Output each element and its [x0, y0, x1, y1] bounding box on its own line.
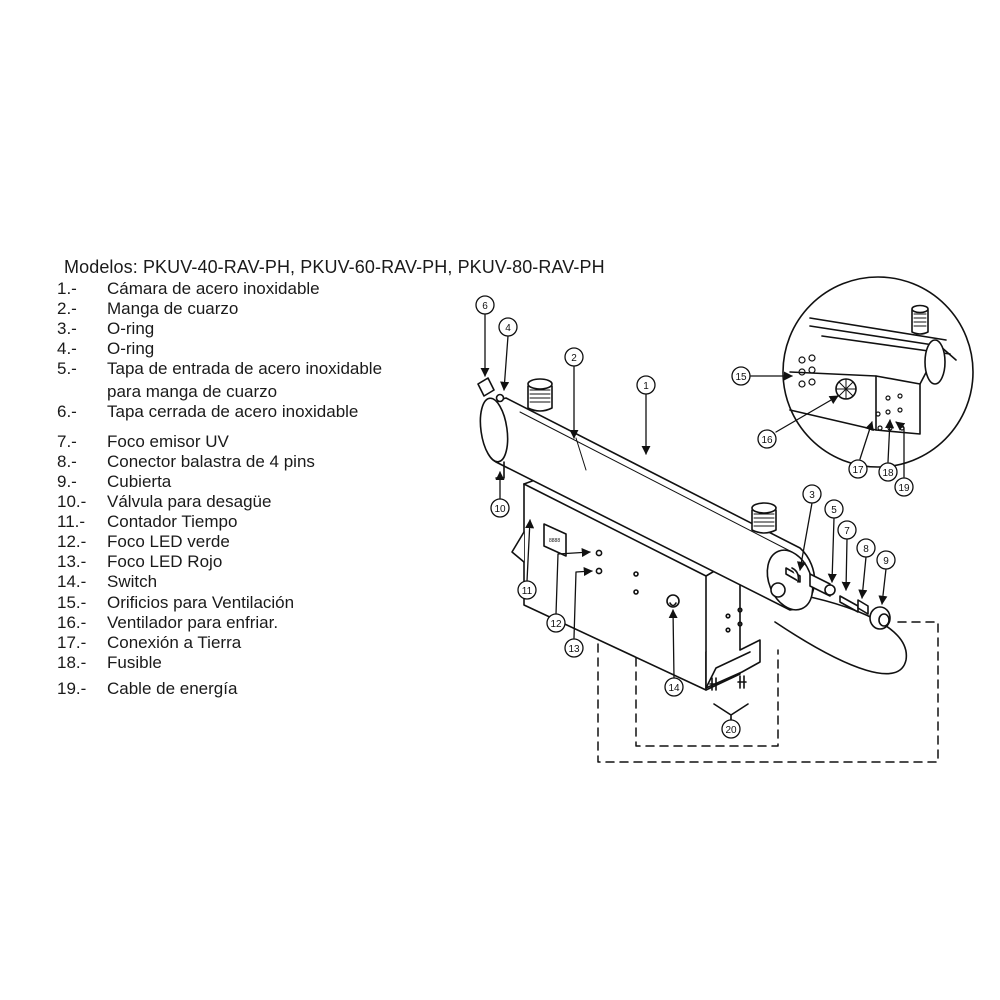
part-number: 5.- — [57, 359, 77, 378]
callout-number: 11 — [521, 586, 533, 597]
part-number: 18.- — [57, 653, 87, 672]
part-number: 1.- — [57, 279, 77, 298]
callout-number: 4 — [505, 323, 511, 334]
part-label: Cubierta — [107, 472, 172, 491]
callout-number: 18 — [882, 468, 894, 479]
callout-number: 12 — [550, 619, 562, 630]
part-label: Fusible — [107, 653, 162, 672]
callout-number: 19 — [898, 483, 910, 494]
callout-number: 8 — [863, 544, 869, 555]
callout-number: 5 — [831, 505, 837, 516]
part-label: Manga de cuarzo — [107, 299, 239, 318]
callout-number: 9 — [883, 556, 889, 567]
part-number: 17.- — [57, 633, 87, 652]
part-label: Switch — [107, 572, 158, 591]
part-number: 13.- — [57, 552, 87, 571]
part-label: Cámara de acero inoxidable — [107, 279, 320, 298]
part-label: O-ring — [107, 339, 155, 358]
callout-number: 1 — [643, 381, 649, 392]
callout-number: 3 — [809, 490, 815, 501]
part-label: Foco emisor UV — [107, 432, 229, 451]
part-number: 8.- — [57, 452, 77, 471]
callout-number: 7 — [844, 526, 850, 537]
callout-number: 15 — [735, 372, 747, 383]
closed-end-cap — [478, 378, 494, 396]
part-label: Foco LED Rojo — [107, 552, 223, 571]
callout-number: 17 — [852, 465, 864, 476]
threaded-port-left — [528, 379, 552, 411]
part-label: Tapa de entrada de acero inoxidable — [107, 359, 383, 378]
callout-number: 16 — [761, 435, 773, 446]
mounting-screws — [710, 676, 748, 722]
part-label: Conexión a Tierra — [107, 633, 242, 652]
o-ring-4 — [497, 395, 504, 402]
callout-number: 10 — [494, 504, 506, 515]
part-number: 16.- — [57, 613, 87, 632]
part-label: O-ring — [107, 319, 155, 338]
part-label: para manga de cuarzo — [107, 382, 278, 401]
callout-number: 13 — [568, 644, 580, 655]
part-label: Ventilador para enfriar. — [107, 613, 279, 632]
part-label: Válvula para desagüe — [107, 492, 272, 511]
svg-text:8888: 8888 — [549, 538, 561, 544]
part-number: 14.- — [57, 572, 87, 591]
callout-number: 20 — [725, 725, 737, 736]
part-number: 4.- — [57, 339, 77, 358]
part-number: 19.- — [57, 679, 87, 698]
part-label: Conector balastra de 4 pins — [107, 452, 315, 471]
part-number: 10.- — [57, 492, 87, 511]
threaded-port-right — [752, 503, 776, 533]
callout-number: 2 — [571, 353, 577, 364]
part-number: 11.- — [57, 512, 86, 531]
part-number: 15.- — [57, 593, 87, 612]
detail-zoom-view — [783, 277, 973, 467]
part-number: 12.- — [57, 532, 87, 551]
part-label: Cable de energía — [107, 679, 238, 698]
part-label: Contador Tiempo — [107, 512, 238, 531]
callout-number: 6 — [482, 301, 488, 312]
part-number: 9.- — [57, 472, 77, 491]
cooling-fan — [836, 379, 856, 399]
part-number: 2.- — [57, 299, 77, 318]
part-label: Tapa cerrada de acero inoxidable — [107, 402, 359, 421]
part-label: Foco LED verde — [107, 532, 230, 551]
part-label: Orificios para Ventilación — [107, 593, 295, 612]
parts-list-title: Modelos: PKUV-40-RAV-PH, PKUV-60-RAV-PH, PKUV-80-RAV-PH — [64, 257, 605, 277]
part-number: 7.- — [57, 432, 77, 451]
part-number: 6.- — [57, 402, 77, 421]
part-number: 3.- — [57, 319, 77, 338]
callout-number: 14 — [668, 683, 680, 694]
